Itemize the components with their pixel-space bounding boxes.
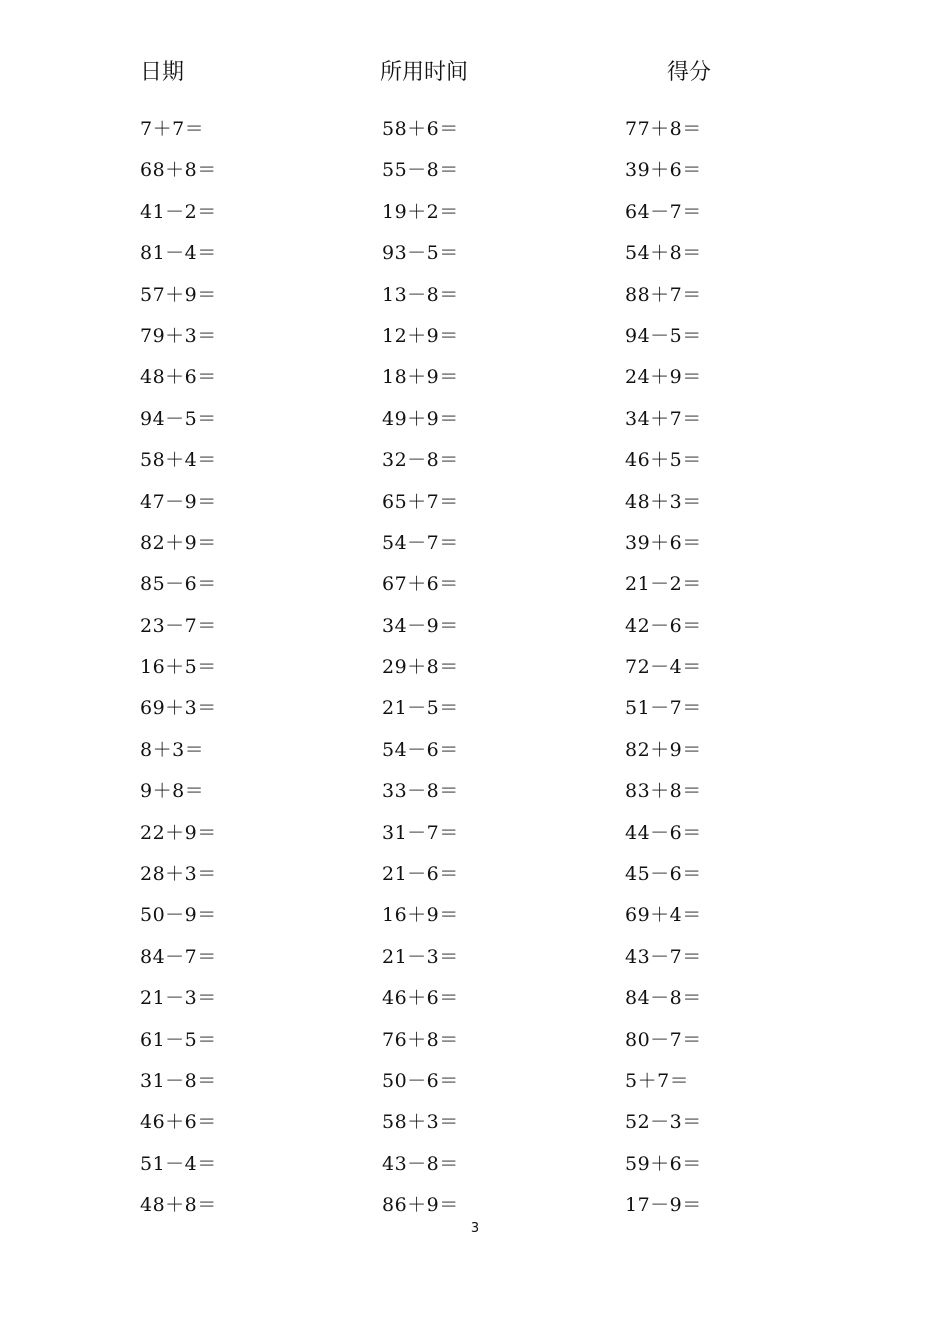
time-used-label: 所用时间 — [380, 60, 469, 85]
arithmetic-problem: 72－4＝ — [625, 656, 702, 679]
arithmetic-problem: 88＋7＝ — [625, 283, 702, 306]
arithmetic-problem: 13－8＝ — [382, 283, 459, 306]
arithmetic-problem: 46＋6＝ — [140, 1111, 217, 1134]
arithmetic-problem: 28＋3＝ — [140, 863, 217, 886]
arithmetic-problem: 81－4＝ — [140, 242, 217, 265]
arithmetic-problem: 69＋3＝ — [140, 697, 217, 720]
arithmetic-problem: 48＋6＝ — [140, 366, 217, 389]
arithmetic-problem: 79＋3＝ — [140, 324, 217, 347]
problem-column-2 — [382, 113, 582, 1231]
arithmetic-problem: 52－3＝ — [625, 1111, 702, 1134]
arithmetic-problem: 23－7＝ — [140, 614, 217, 637]
arithmetic-problem: 46＋6＝ — [382, 987, 459, 1010]
arithmetic-problem: 82＋9＝ — [625, 738, 702, 761]
arithmetic-problem: 33－8＝ — [382, 780, 459, 803]
arithmetic-problem: 82＋9＝ — [140, 531, 217, 554]
page-number: 3 — [470, 1221, 480, 1236]
arithmetic-problem: 34－9＝ — [382, 614, 459, 637]
arithmetic-problem: 47－9＝ — [140, 490, 217, 513]
arithmetic-problem: 43－8＝ — [382, 1152, 459, 1175]
arithmetic-problem: 39＋6＝ — [625, 159, 702, 182]
arithmetic-problem: 59＋6＝ — [625, 1152, 702, 1175]
arithmetic-problem: 57＋9＝ — [140, 283, 217, 306]
arithmetic-problem: 9＋8＝ — [140, 780, 205, 803]
arithmetic-problem: 21－5＝ — [382, 697, 459, 720]
arithmetic-problem: 43－7＝ — [625, 945, 702, 968]
arithmetic-problem: 94－5＝ — [625, 324, 702, 347]
arithmetic-problem: 45－6＝ — [625, 863, 702, 886]
arithmetic-problem: 77＋8＝ — [625, 118, 702, 140]
arithmetic-problem: 54－6＝ — [382, 738, 459, 761]
arithmetic-problem: 41－2＝ — [140, 200, 217, 223]
problem-column-1 — [140, 113, 340, 1231]
arithmetic-problem: 55－8＝ — [382, 159, 459, 182]
arithmetic-problem: 16＋9＝ — [382, 904, 459, 927]
arithmetic-problem: 85－6＝ — [140, 573, 217, 596]
arithmetic-problem: 51－4＝ — [140, 1152, 217, 1175]
arithmetic-problem: 21－2＝ — [625, 573, 702, 596]
problem-column-3 — [625, 113, 825, 1231]
arithmetic-problem: 94－5＝ — [140, 407, 217, 430]
arithmetic-problem: 39＋6＝ — [625, 531, 702, 554]
arithmetic-problem: 21－3＝ — [382, 945, 459, 968]
arithmetic-problem: 76＋8＝ — [382, 1028, 459, 1051]
arithmetic-problem: 31－8＝ — [140, 1069, 217, 1092]
arithmetic-problem: 7＋7＝ — [140, 118, 205, 140]
arithmetic-problem: 48＋8＝ — [140, 1194, 217, 1217]
arithmetic-problem: 8＋3＝ — [140, 738, 205, 761]
arithmetic-problem: 68＋8＝ — [140, 159, 217, 182]
arithmetic-problem: 31－7＝ — [382, 821, 459, 844]
arithmetic-problem: 86＋9＝ — [382, 1194, 459, 1217]
arithmetic-problem: 84－7＝ — [140, 945, 217, 968]
arithmetic-problem: 18＋9＝ — [382, 366, 459, 389]
arithmetic-problem: 29＋8＝ — [382, 656, 459, 679]
arithmetic-problem: 51－7＝ — [625, 697, 702, 720]
arithmetic-problem: 22＋9＝ — [140, 821, 217, 844]
arithmetic-problem: 69＋4＝ — [625, 904, 702, 927]
arithmetic-problem: 50－6＝ — [382, 1069, 459, 1092]
arithmetic-problem: 46＋5＝ — [625, 449, 702, 472]
arithmetic-problem: 58＋3＝ — [382, 1111, 459, 1134]
arithmetic-problem: 93－5＝ — [382, 242, 459, 265]
arithmetic-problem: 84－8＝ — [625, 987, 702, 1010]
arithmetic-problem: 5＋7＝ — [625, 1069, 690, 1092]
arithmetic-problem: 54＋8＝ — [625, 242, 702, 265]
arithmetic-problem: 58＋6＝ — [382, 118, 459, 140]
arithmetic-problem: 44－6＝ — [625, 821, 702, 844]
arithmetic-problem: 21－6＝ — [382, 863, 459, 886]
arithmetic-problem: 17－9＝ — [625, 1194, 702, 1217]
arithmetic-problem: 16＋5＝ — [140, 656, 217, 679]
arithmetic-problem: 48＋3＝ — [625, 490, 702, 513]
date-label: 日期 — [140, 60, 185, 85]
arithmetic-problem: 58＋4＝ — [140, 449, 217, 472]
arithmetic-problem: 80－7＝ — [625, 1028, 702, 1051]
score-label: 得分 — [667, 60, 712, 85]
arithmetic-problem: 24＋9＝ — [625, 366, 702, 389]
arithmetic-problem: 32－8＝ — [382, 449, 459, 472]
arithmetic-problem: 19＋2＝ — [382, 200, 459, 223]
arithmetic-problem: 12＋9＝ — [382, 324, 459, 347]
arithmetic-problem: 42－6＝ — [625, 614, 702, 637]
arithmetic-problem: 49＋9＝ — [382, 407, 459, 430]
arithmetic-problem: 64－7＝ — [625, 200, 702, 223]
arithmetic-problem: 50－9＝ — [140, 904, 217, 927]
arithmetic-problem: 34＋7＝ — [625, 407, 702, 430]
arithmetic-problem: 54－7＝ — [382, 531, 459, 554]
arithmetic-problem: 61－5＝ — [140, 1028, 217, 1051]
arithmetic-problem: 83＋8＝ — [625, 780, 702, 803]
arithmetic-problem: 65＋7＝ — [382, 490, 459, 513]
arithmetic-problem: 67＋6＝ — [382, 573, 459, 596]
arithmetic-problem: 21－3＝ — [140, 987, 217, 1010]
